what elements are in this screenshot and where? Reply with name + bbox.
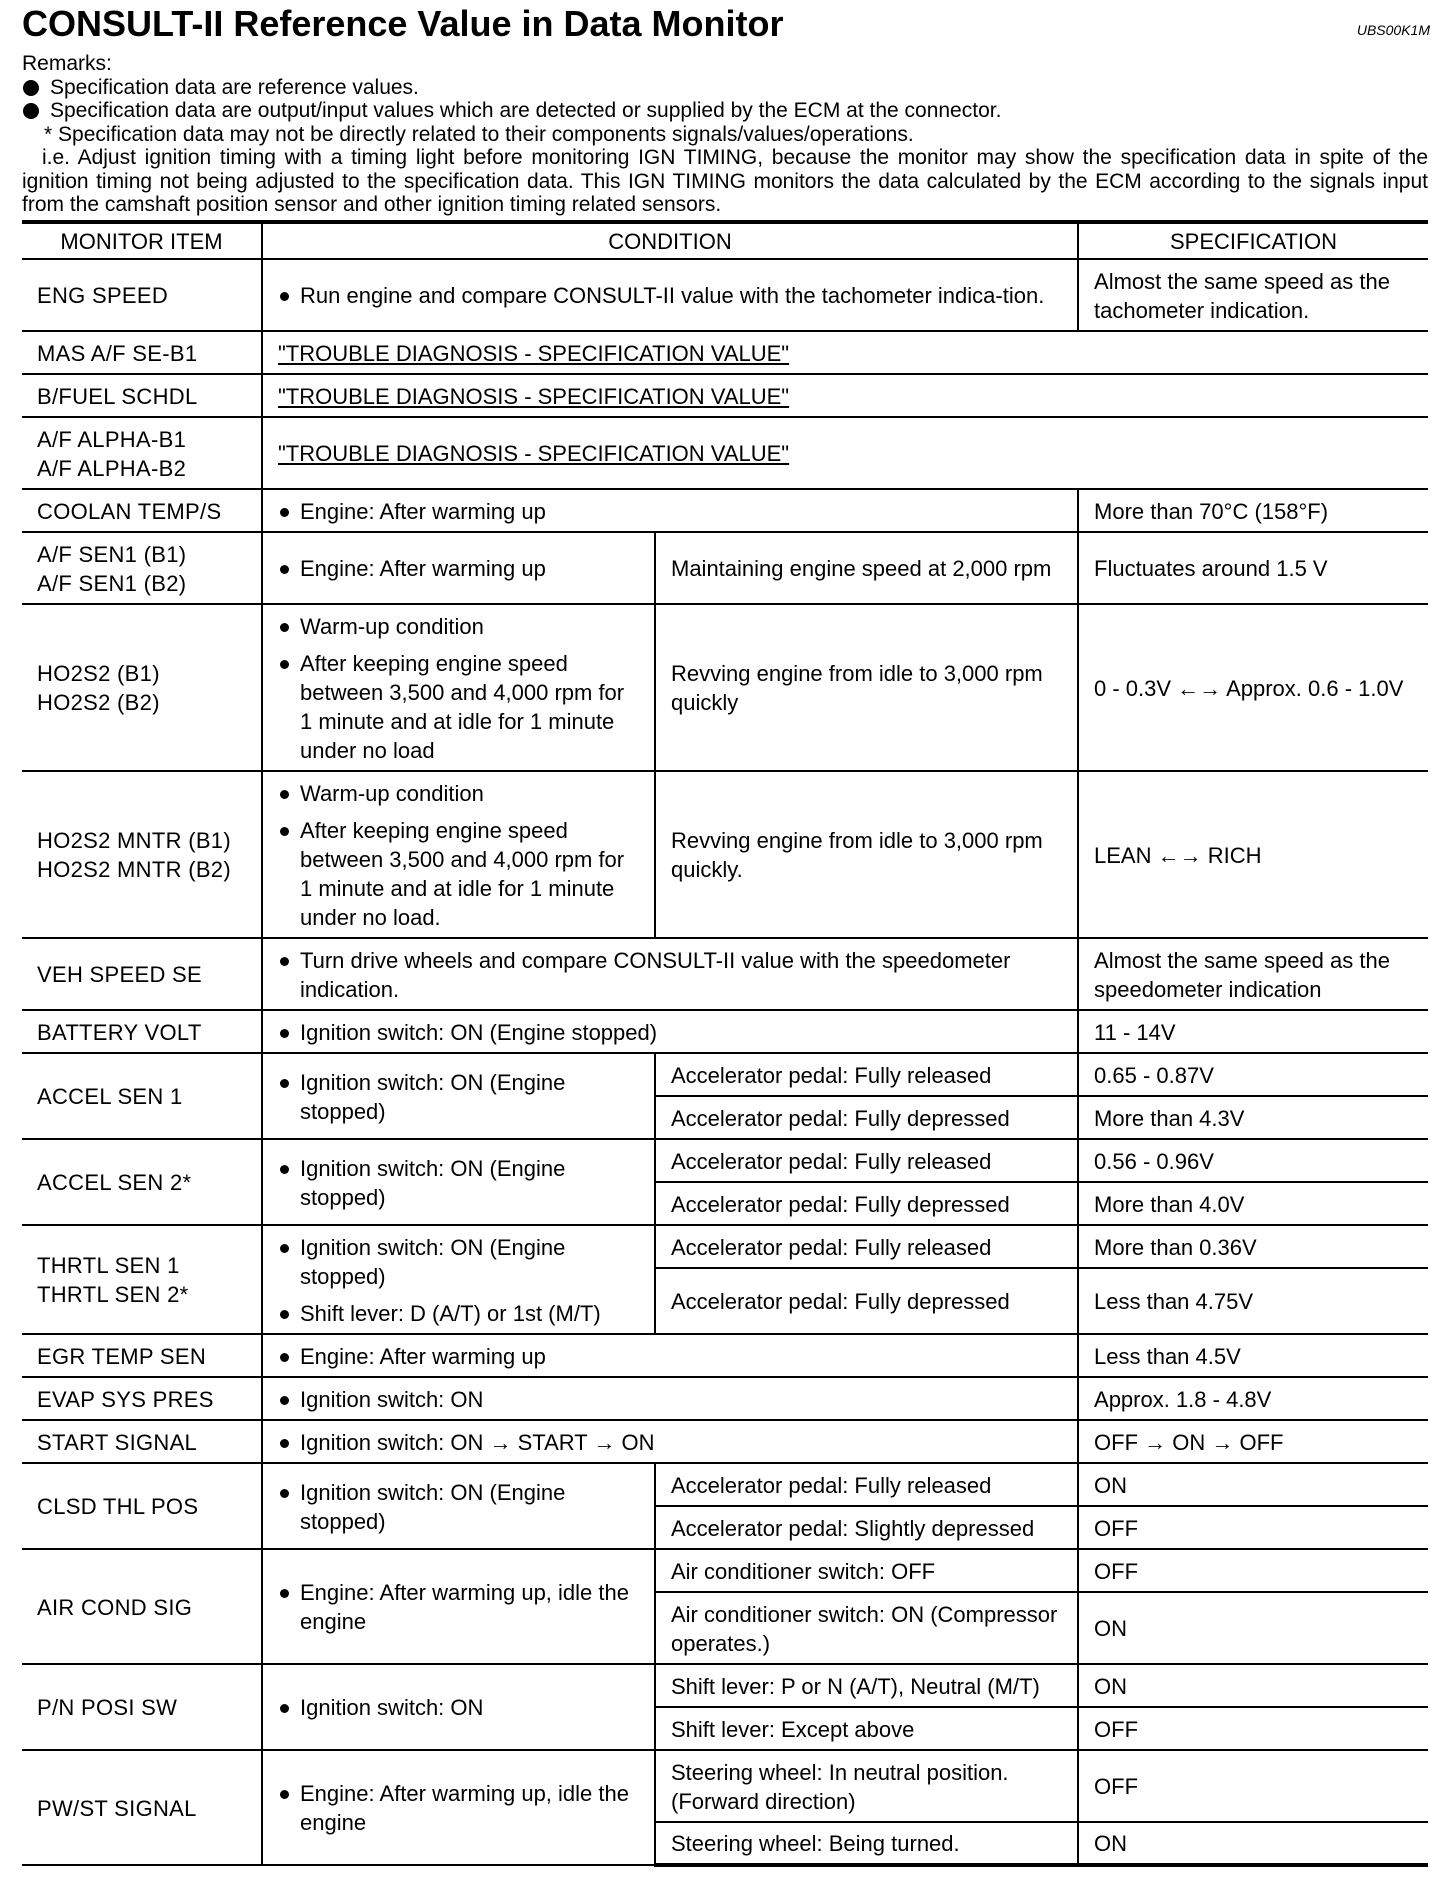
- condition-cell: [262, 1139, 655, 1225]
- header-condition: CONDITION: [262, 222, 1078, 259]
- condition-cell: [262, 771, 655, 938]
- monitor-table: [22, 220, 1428, 1867]
- monitor-item-cell: B/FUEL SCHDL: [22, 374, 262, 417]
- subcondition-cell: Accelerator pedal: Slightly depressed: [655, 1506, 1078, 1549]
- subcondition-cell: Shift lever: P or N (A/T), Neutral (M/T): [655, 1664, 1078, 1707]
- reference-cell: [262, 374, 1428, 417]
- specification-cell: OFF: [1078, 1506, 1428, 1549]
- reference-link[interactable]: "TROUBLE DIAGNOSIS - SPECIFICATION VALUE": [278, 441, 790, 466]
- subcondition-cell: Maintaining engine speed at 2,000 rpm: [655, 532, 1078, 604]
- condition-cell: [262, 1053, 655, 1139]
- monitor-item-cell: MAS A/F SE-B1: [22, 331, 262, 374]
- specification-cell: OFF → ON → OFF: [1078, 1420, 1428, 1463]
- monitor-item-line: HO2S2 (B1): [37, 661, 160, 686]
- subcondition-cell: Accelerator pedal: Fully depressed: [655, 1096, 1078, 1139]
- monitor-item-line: THRTL SEN 1: [37, 1253, 180, 1278]
- specification-cell: OFF: [1078, 1549, 1428, 1592]
- table-row: [22, 938, 1428, 1010]
- specification-cell: Less than 4.5V: [1078, 1334, 1428, 1377]
- monitor-item-cell: P/N POSI SW: [22, 1664, 262, 1750]
- condition-bullet: Ignition switch: ON (Engine stopped): [278, 1154, 640, 1212]
- specification-cell: LEAN ←→ RICH: [1078, 771, 1428, 938]
- condition-cell: [262, 1377, 1078, 1420]
- specification-cell: 0.65 - 0.87V: [1078, 1053, 1428, 1096]
- monitor-item-cell: EGR TEMP SEN: [22, 1334, 262, 1377]
- condition-bullet: Ignition switch: ON: [278, 1693, 640, 1722]
- specification-cell: Approx. 1.8 - 4.8V: [1078, 1377, 1428, 1420]
- condition-cell: [262, 259, 1078, 331]
- table-row: [22, 1010, 1428, 1053]
- condition-cell: [262, 1463, 655, 1549]
- condition-bullet: Ignition switch: ON (Engine stopped): [278, 1068, 640, 1126]
- table-row: [22, 331, 1428, 374]
- specification-cell: 0 - 0.3V ←→ Approx. 0.6 - 1.0V: [1078, 604, 1428, 771]
- specification-cell: ON: [1078, 1822, 1428, 1865]
- remark-note: * Specification data may not be directly related to their components signals/values/operations.: [44, 122, 914, 146]
- specification-cell: More than 0.36V: [1078, 1225, 1428, 1268]
- condition-bullet: Engine: After warming up, idle the engine: [278, 1578, 640, 1636]
- remarks-section: [22, 52, 1428, 217]
- remarks-label: Remarks:: [22, 52, 112, 75]
- monitor-item-cell: [22, 604, 262, 771]
- monitor-item-cell: START SIGNAL: [22, 1420, 262, 1463]
- table-row: [22, 1377, 1428, 1420]
- reference-cell: [262, 331, 1428, 374]
- monitor-item-line: A/F SEN1 (B1): [37, 541, 187, 567]
- condition-cell: [262, 1225, 655, 1334]
- condition-bullet: Warm-up condition: [278, 779, 640, 808]
- monitor-item-line: A/F ALPHA-B2: [37, 455, 187, 481]
- reference-link[interactable]: "TROUBLE DIAGNOSIS - SPECIFICATION VALUE": [278, 383, 790, 409]
- specification-cell: ON: [1078, 1463, 1428, 1506]
- specification-cell: More than 70°C (158°F): [1078, 489, 1428, 532]
- monitor-item-cell: ENG SPEED: [22, 259, 262, 331]
- condition-bullet: Turn drive wheels and compare CONSULT-II value with the speedometer indication.: [278, 946, 1063, 1004]
- monitor-item-line: THRTL SEN 2*: [37, 1282, 189, 1307]
- condition-cell: [262, 1420, 1078, 1463]
- condition-cell: [262, 532, 655, 604]
- monitor-item-cell: ACCEL SEN 2*: [22, 1139, 262, 1225]
- condition-bullet: Ignition switch: ON (Engine stopped): [278, 1233, 640, 1291]
- condition-bullet: Engine: After warming up, idle the engine: [278, 1779, 640, 1837]
- remark-bullet-output-input: Specification data are output/input values which are detected or supplied by the ECM at the connector.: [22, 99, 1428, 123]
- subcondition-cell: Shift lever: Except above: [655, 1707, 1078, 1750]
- table-row: [22, 1225, 1428, 1268]
- header-specification: SPECIFICATION: [1078, 222, 1428, 259]
- table-row: [22, 1053, 1428, 1096]
- subcondition-cell: Revving engine from idle to 3,000 rpm quickly.: [655, 771, 1078, 938]
- condition-bullet: Engine: After warming up: [278, 1342, 1063, 1371]
- condition-bullet: Shift lever: D (A/T) or 1st (M/T): [278, 1299, 640, 1328]
- condition-bullet: Warm-up condition: [278, 612, 640, 641]
- monitor-item-line: HO2S2 MNTR (B1): [37, 828, 231, 853]
- monitor-item-cell: BATTERY VOLT: [22, 1010, 262, 1053]
- condition-bullet: Run engine and compare CONSULT-II value with the tachometer indica-tion.: [278, 281, 1063, 310]
- condition-bullet: Ignition switch: ON (Engine stopped): [278, 1018, 1063, 1047]
- table-row: [22, 604, 1428, 771]
- monitor-item-line: HO2S2 MNTR (B2): [37, 857, 231, 882]
- specification-cell: OFF: [1078, 1707, 1428, 1750]
- specification-cell: 11 - 14V: [1078, 1010, 1428, 1053]
- table-header-row: [22, 222, 1428, 259]
- table-row: [22, 1750, 1428, 1822]
- subcondition-cell: Revving engine from idle to 3,000 rpm quickly: [655, 604, 1078, 771]
- remark-bullet-reference: Specification data are reference values.: [22, 76, 1428, 100]
- page-title: CONSULT-II Reference Value in Data Monitor: [22, 3, 784, 44]
- table-row: [22, 1664, 1428, 1707]
- condition-bullet: After keeping engine speed between 3,500 and 4,000 rpm for 1 minute and at idle for 1 minute under no load: [278, 649, 640, 765]
- subcondition-cell: Accelerator pedal: Fully depressed: [655, 1268, 1078, 1334]
- reference-link[interactable]: "TROUBLE DIAGNOSIS - SPECIFICATION VALUE": [278, 340, 790, 366]
- document-code: UBS00K1M: [1356, 22, 1430, 38]
- specification-cell: ON: [1078, 1592, 1428, 1664]
- subcondition-cell: Accelerator pedal: Fully released: [655, 1225, 1078, 1268]
- condition-bullet: Ignition switch: ON → START → ON: [278, 1428, 1063, 1457]
- table-row: [22, 1334, 1428, 1377]
- condition-cell: [262, 938, 1078, 1010]
- subcondition-cell: Air conditioner switch: ON (Compressor operates.): [655, 1592, 1078, 1664]
- monitor-item-cell: [22, 532, 262, 604]
- table-row: [22, 374, 1428, 417]
- remark-example: i.e. Adjust ignition timing with a timing light before monitoring IGN TIMING, because the monitor may show the specification data in spite of the ignition timing not being adjusted to the specification data. This IGN TIMING monitors the data calculated by the ECM according to the signals input from the camshaft position sensor and other ignition timing related sensors.: [22, 146, 1428, 216]
- monitor-item-line: A/F SEN1 (B2): [37, 570, 187, 596]
- condition-bullet: After keeping engine speed between 3,500 and 4,000 rpm for 1 minute and at idle for 1 minute under no load.: [278, 816, 640, 932]
- table-row: [22, 1463, 1428, 1506]
- specification-cell: Fluctuates around 1.5 V: [1078, 532, 1428, 604]
- subcondition-cell: Steering wheel: Being turned.: [655, 1822, 1078, 1865]
- monitor-item-cell: VEH SPEED SE: [22, 938, 262, 1010]
- monitor-item-line: HO2S2 (B2): [37, 690, 160, 715]
- condition-bullet: Engine: After warming up: [278, 554, 640, 583]
- header-monitor-item: MONITOR ITEM: [22, 222, 262, 259]
- subcondition-cell: Accelerator pedal: Fully depressed: [655, 1182, 1078, 1225]
- condition-cell: [262, 489, 1078, 532]
- monitor-item-cell: AIR COND SIG: [22, 1549, 262, 1664]
- specification-cell: Almost the same speed as the speedometer indication: [1078, 938, 1428, 1010]
- condition-cell: [262, 1010, 1078, 1053]
- subcondition-cell: Accelerator pedal: Fully released: [655, 1053, 1078, 1096]
- table-row: [22, 771, 1428, 938]
- table-row: [22, 1549, 1428, 1592]
- monitor-item-cell: [22, 1225, 262, 1334]
- subcondition-cell: Air conditioner switch: OFF: [655, 1549, 1078, 1592]
- table-row: [22, 417, 1428, 489]
- table-row: [22, 489, 1428, 532]
- condition-cell: [262, 1334, 1078, 1377]
- monitor-item-cell: PW/ST SIGNAL: [22, 1750, 262, 1865]
- specification-cell: 0.56 - 0.96V: [1078, 1139, 1428, 1182]
- specification-cell: ON: [1078, 1664, 1428, 1707]
- condition-bullet: Ignition switch: ON (Engine stopped): [278, 1478, 640, 1536]
- subcondition-cell: Steering wheel: In neutral position. (Forward direction): [655, 1750, 1078, 1822]
- condition-bullet: Ignition switch: ON: [278, 1385, 1063, 1414]
- condition-bullet: Engine: After warming up: [278, 497, 1063, 526]
- specification-cell: Almost the same speed as the tachometer indication.: [1078, 259, 1428, 331]
- reference-cell: [262, 417, 1428, 489]
- monitor-item-cell: [22, 417, 262, 489]
- monitor-item-cell: CLSD THL POS: [22, 1463, 262, 1549]
- condition-cell: [262, 1750, 655, 1865]
- monitor-item-cell: COOLAN TEMP/S: [22, 489, 262, 532]
- monitor-item-cell: ACCEL SEN 1: [22, 1053, 262, 1139]
- specification-cell: OFF: [1078, 1750, 1428, 1822]
- monitor-item-cell: EVAP SYS PRES: [22, 1377, 262, 1420]
- condition-cell: [262, 1664, 655, 1750]
- condition-cell: [262, 604, 655, 771]
- subcondition-cell: Accelerator pedal: Fully released: [655, 1139, 1078, 1182]
- table-row: [22, 532, 1428, 604]
- specification-cell: More than 4.0V: [1078, 1182, 1428, 1225]
- monitor-item-line: A/F ALPHA-B1: [37, 426, 187, 452]
- specification-cell: More than 4.3V: [1078, 1096, 1428, 1139]
- condition-cell: [262, 1549, 655, 1664]
- table-row: [22, 259, 1428, 331]
- specification-cell: Less than 4.75V: [1078, 1268, 1428, 1334]
- table-row: [22, 1139, 1428, 1182]
- table-row: [22, 1420, 1428, 1463]
- monitor-item-cell: [22, 771, 262, 938]
- subcondition-cell: Accelerator pedal: Fully released: [655, 1463, 1078, 1506]
